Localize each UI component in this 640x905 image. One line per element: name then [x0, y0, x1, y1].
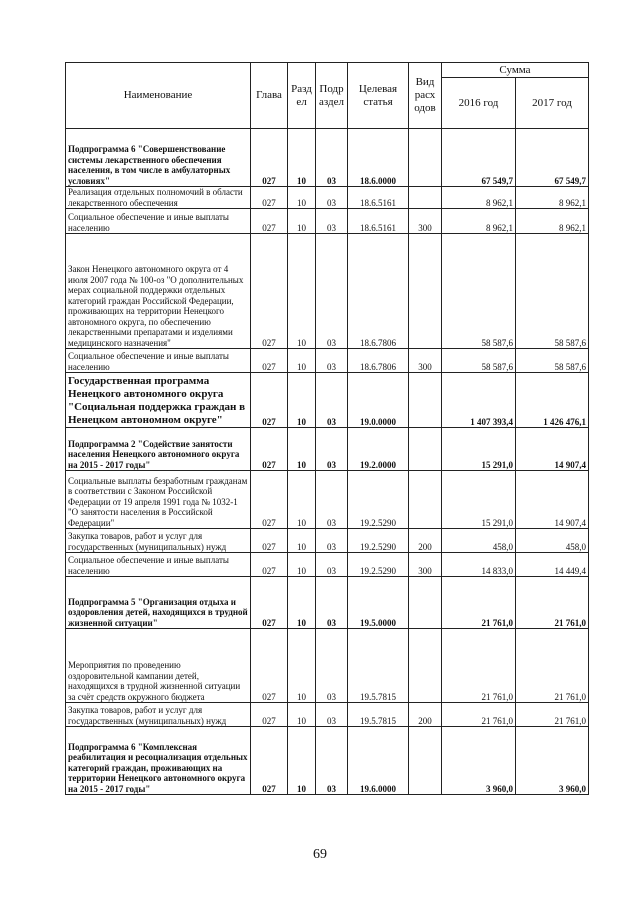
row-razdel: 10 [288, 349, 316, 373]
table-row [66, 187, 589, 209]
col-header-target: Целевая статья [348, 63, 409, 129]
row-sum-2017: 8 962,1 [516, 187, 589, 209]
row-target: 19.6.0000 [348, 727, 409, 795]
row-sum-2016: 67 549,7 [442, 129, 516, 187]
row-sum-2017: 67 549,7 [516, 129, 589, 187]
row-podrazdel: 03 [316, 629, 348, 703]
table-body [66, 129, 589, 795]
row-name: Подпрограмма 5 "Организация отдыха и оздоровления детей, находящихся в трудной жизненной ситуации" [66, 577, 251, 629]
row-glava: 027 [251, 129, 288, 187]
row-podrazdel: 03 [316, 209, 348, 234]
table-row [66, 129, 589, 187]
row-razdel: 10 [288, 209, 316, 234]
row-target: 19.5.0000 [348, 577, 409, 629]
col-header-glava: Глава [251, 63, 288, 129]
row-glava: 027 [251, 629, 288, 703]
row-podrazdel: 03 [316, 529, 348, 553]
row-sum-2017: 458,0 [516, 529, 589, 553]
table-row [66, 209, 589, 234]
row-glava: 027 [251, 727, 288, 795]
row-podrazdel: 03 [316, 553, 348, 577]
row-sum-2016: 58 587,6 [442, 349, 516, 373]
row-podrazdel: 03 [316, 577, 348, 629]
row-name: Подпрограмма 2 "Содействие занятости населения Ненецкого автономного округа на 2015 - 2017 годы" [66, 428, 251, 471]
row-name: Закупка товаров, работ и услуг для государственных (муниципальных) нужд [66, 703, 251, 727]
row-vid [409, 727, 442, 795]
row-sum-2017: 14 449,4 [516, 553, 589, 577]
page-number: 69 [313, 847, 327, 862]
row-podrazdel: 03 [316, 471, 348, 529]
row-vid [409, 187, 442, 209]
row-podrazdel: 03 [316, 727, 348, 795]
row-sum-2017: 21 761,0 [516, 629, 589, 703]
row-sum-2017: 8 962,1 [516, 209, 589, 234]
row-razdel: 10 [288, 129, 316, 187]
row-target: 19.5.7815 [348, 703, 409, 727]
row-sum-2016: 21 761,0 [442, 703, 516, 727]
row-razdel: 10 [288, 471, 316, 529]
row-glava: 027 [251, 428, 288, 471]
row-name: Закупка товаров, работ и услуг для государственных (муниципальных) нужд [66, 529, 251, 553]
row-glava: 027 [251, 187, 288, 209]
row-podrazdel: 03 [316, 187, 348, 209]
row-podrazdel: 03 [316, 234, 348, 349]
row-sum-2016: 15 291,0 [442, 428, 516, 471]
row-target: 18.6.0000 [348, 129, 409, 187]
row-target: 19.5.7815 [348, 629, 409, 703]
row-podrazdel: 03 [316, 349, 348, 373]
row-podrazdel: 03 [316, 703, 348, 727]
row-glava: 027 [251, 209, 288, 234]
row-vid [409, 234, 442, 349]
col-header-name: Наименование [66, 63, 251, 129]
row-vid: 300 [409, 209, 442, 234]
row-razdel: 10 [288, 727, 316, 795]
row-vid: 200 [409, 529, 442, 553]
row-glava: 027 [251, 529, 288, 553]
col-header-razdel: Разд ел [288, 63, 316, 129]
row-vid [409, 577, 442, 629]
table-row [66, 577, 589, 629]
row-podrazdel: 03 [316, 428, 348, 471]
col-header-2017: 2017 год [516, 78, 589, 129]
row-name: Социальное обеспечение и иные выплаты населению [66, 553, 251, 577]
row-razdel: 10 [288, 577, 316, 629]
row-target: 19.0.0000 [348, 373, 409, 428]
row-razdel: 10 [288, 373, 316, 428]
row-razdel: 10 [288, 629, 316, 703]
row-name: Государственная программа Ненецкого автономного округа "Социальная поддержка граждан в Ненецком автономном округе" [66, 373, 251, 428]
row-vid [409, 629, 442, 703]
row-vid [409, 471, 442, 529]
row-vid: 300 [409, 553, 442, 577]
row-sum-2017: 3 960,0 [516, 727, 589, 795]
row-vid [409, 373, 442, 428]
row-target: 19.2.5290 [348, 471, 409, 529]
row-name: Социальное обеспечение и иные выплаты населению [66, 209, 251, 234]
row-name: Социальное обеспечение и иные выплаты населению [66, 349, 251, 373]
row-sum-2017: 1 426 476,1 [516, 373, 589, 428]
row-vid: 300 [409, 349, 442, 373]
row-name: Мероприятия по проведению оздоровительной кампании детей, находящихся в трудной жизненной ситуации за счёт средств окружного бюджета [66, 629, 251, 703]
row-target: 19.2.0000 [348, 428, 409, 471]
table-row [66, 428, 589, 471]
row-sum-2017: 58 587,6 [516, 234, 589, 349]
table-row [66, 373, 589, 428]
table-row [66, 703, 589, 727]
table-row [66, 727, 589, 795]
row-sum-2016: 3 960,0 [442, 727, 516, 795]
row-vid [409, 129, 442, 187]
budget-table [65, 62, 589, 795]
row-target: 19.2.5290 [348, 529, 409, 553]
row-vid [409, 428, 442, 471]
row-target: 18.6.7806 [348, 234, 409, 349]
col-header-sum: Сумма [442, 63, 589, 78]
col-header-2016: 2016 год [442, 78, 516, 129]
row-sum-2016: 58 587,6 [442, 234, 516, 349]
row-target: 18.6.5161 [348, 187, 409, 209]
row-glava: 027 [251, 471, 288, 529]
row-glava: 027 [251, 553, 288, 577]
row-razdel: 10 [288, 187, 316, 209]
header-row [66, 63, 589, 78]
row-sum-2017: 14 907,4 [516, 428, 589, 471]
table-row [66, 529, 589, 553]
row-sum-2016: 8 962,1 [442, 187, 516, 209]
row-name: Подпрограмма 6 "Совершенствование системы лекарственного обеспечения населения, в том числе в амбулаторных условиях" [66, 129, 251, 187]
row-glava: 027 [251, 234, 288, 349]
row-glava: 027 [251, 349, 288, 373]
col-header-podrazdel: Подр аздел [316, 63, 348, 129]
row-glava: 027 [251, 703, 288, 727]
row-target: 18.6.5161 [348, 209, 409, 234]
row-sum-2016: 14 833,0 [442, 553, 516, 577]
row-name: Реализация отдельных полномочий в области лекарственного обеспечения [66, 187, 251, 209]
row-glava: 027 [251, 373, 288, 428]
row-razdel: 10 [288, 703, 316, 727]
table-row [66, 234, 589, 349]
table-row [66, 629, 589, 703]
table-row [66, 471, 589, 529]
row-name: Социальные выплаты безработным гражданам в соответствии с Законом Российской Федерации от 19 апреля 1991 года № 1032-1 "О занятости населения в Российской Федерации" [66, 471, 251, 529]
row-vid: 200 [409, 703, 442, 727]
row-name: Закон Ненецкого автономного округа от 4 июля 2007 года № 100-оз "О дополнительных мерах социальной поддержки отдельных категорий граждан Российской Федерации, проживающих на территории Ненецкого автономного округа, по обеспечению лекарственными препаратами и изделиями медицинского назначения" [66, 234, 251, 349]
row-podrazdel: 03 [316, 373, 348, 428]
row-razdel: 10 [288, 553, 316, 577]
row-glava: 027 [251, 577, 288, 629]
row-sum-2017: 21 761,0 [516, 703, 589, 727]
table-row [66, 553, 589, 577]
row-razdel: 10 [288, 234, 316, 349]
col-header-vid: Вид расх одов [409, 63, 442, 129]
table-row [66, 349, 589, 373]
row-sum-2016: 8 962,1 [442, 209, 516, 234]
row-sum-2017: 14 907,4 [516, 471, 589, 529]
row-target: 18.6.7806 [348, 349, 409, 373]
row-sum-2016: 15 291,0 [442, 471, 516, 529]
row-sum-2017: 21 761,0 [516, 577, 589, 629]
row-sum-2017: 58 587,6 [516, 349, 589, 373]
row-target: 19.2.5290 [348, 553, 409, 577]
row-sum-2016: 21 761,0 [442, 629, 516, 703]
row-name: Подпрограмма 6 "Комплексная реабилитация и ресоциализация отдельных категорий граждан, проживающих на территории Ненецкого автономного округа на 2015 - 2017 годы" [66, 727, 251, 795]
row-razdel: 10 [288, 428, 316, 471]
row-sum-2016: 1 407 393,4 [442, 373, 516, 428]
row-sum-2016: 458,0 [442, 529, 516, 553]
row-sum-2016: 21 761,0 [442, 577, 516, 629]
row-podrazdel: 03 [316, 129, 348, 187]
row-razdel: 10 [288, 529, 316, 553]
